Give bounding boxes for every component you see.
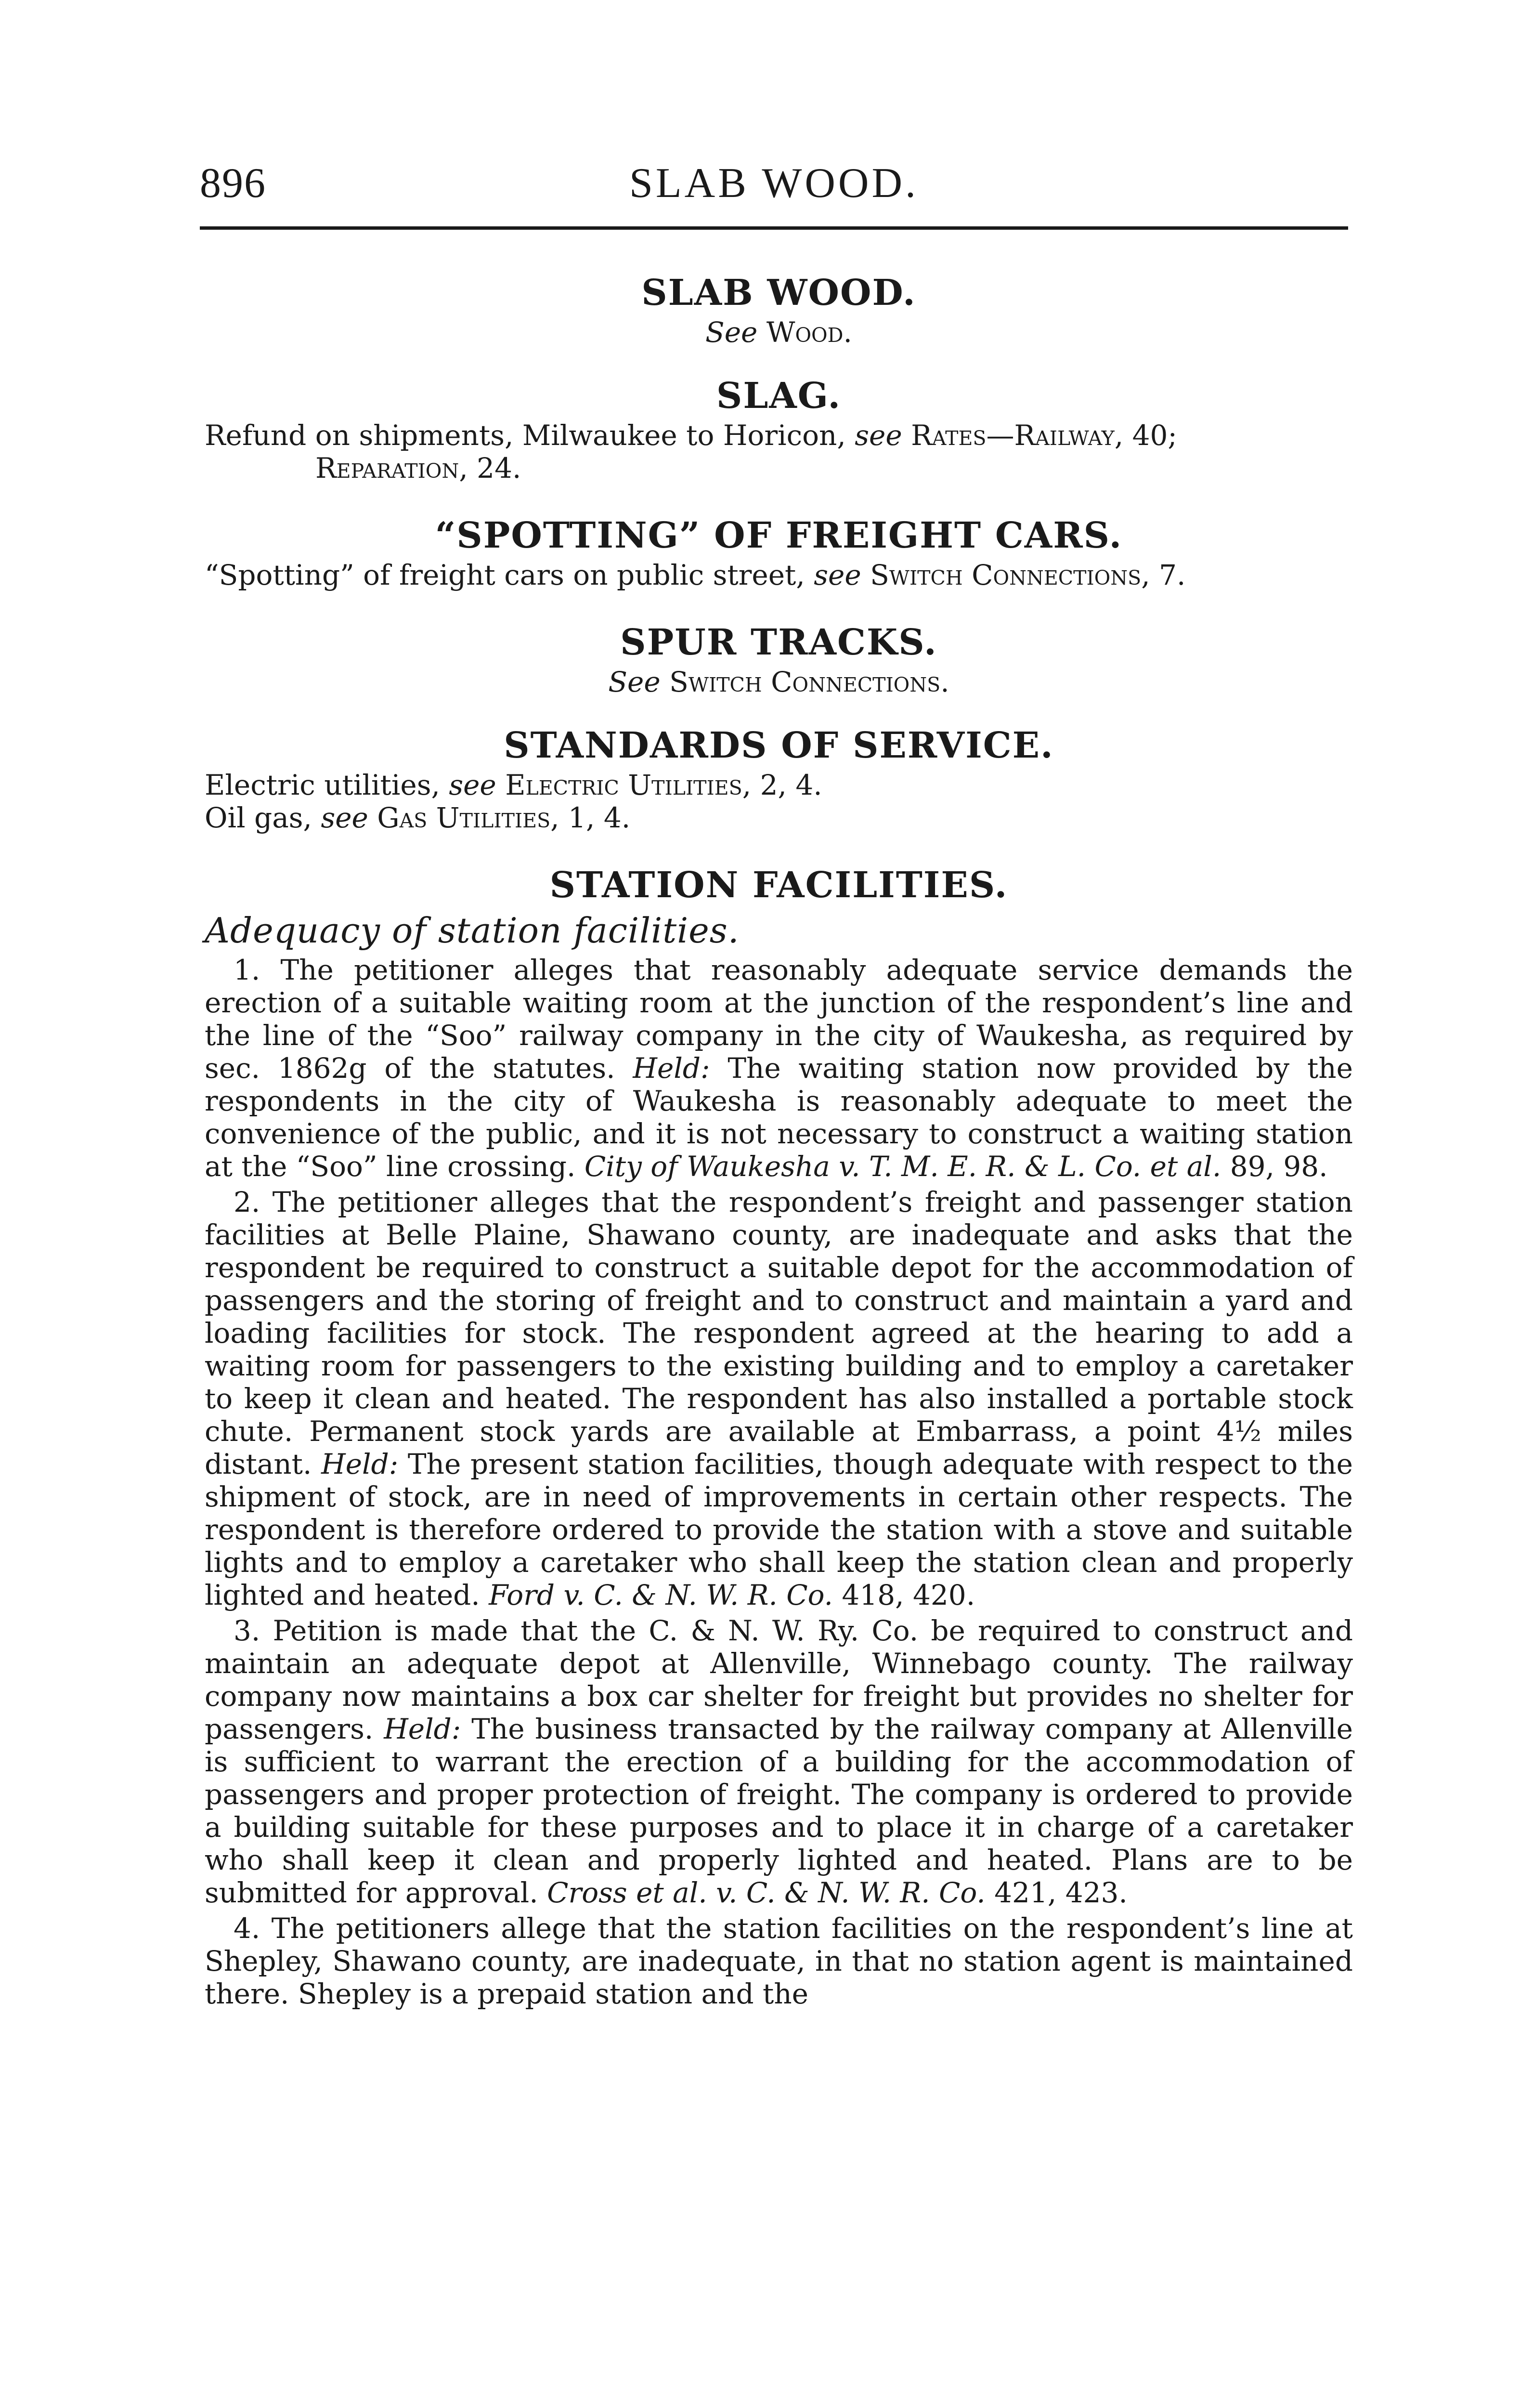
held-label: Held: <box>384 1713 461 1745</box>
cross-reference: Switch Connections. <box>669 666 949 698</box>
case-citation: Cross et al. v. C. & N. W. R. Co. <box>547 1876 986 1909</box>
slag-text: Refund on shipments, Milwaukee to Horicon, <box>205 419 855 452</box>
entry-heading-slag: SLAG. <box>716 375 842 417</box>
see-word: see <box>814 559 861 591</box>
cross-reference: Wood. <box>766 316 852 349</box>
paragraph-4 <box>205 1912 1353 2010</box>
paragraph-text: 2. The petitioner alleges that the respondent’s freight and passenger station facilities at Belle Plaine, Shawano county, are inadequate and asks that the respondent be required to construct a suitable depot for the accommodation of passengers and the storing of freight and to construct and maintain a yard and loading facilities for stock. The respondent agreed at the hearing to add a waiting room for passengers to the existing building and to employ a caretaker to keep it clean and heated. The respondent has also installed a portable stock chute. Permanent stock yards are available at Embarrass, a point 4½ miles distant. <box>205 1186 1353 1480</box>
see-word: See <box>608 666 661 698</box>
paragraph-3 <box>205 1614 1353 1909</box>
cross-reference: Reparation <box>315 452 459 484</box>
page-number: 896 <box>200 160 266 207</box>
entry-heading-slab-wood: SLAB WOOD. <box>641 272 916 314</box>
cross-reference: Switch Connections <box>870 559 1142 591</box>
citation-pages: 421, 423. <box>985 1876 1128 1909</box>
cross-reference: Gas Utilities <box>377 801 551 834</box>
spotting-line <box>205 559 1353 591</box>
see-word: see <box>449 769 496 801</box>
running-head <box>200 159 1348 226</box>
see-word: see <box>321 801 368 834</box>
paragraph-2 <box>205 1186 1353 1611</box>
standards-text: Electric utilities, <box>205 769 449 801</box>
running-title: SLAB WOOD. <box>629 160 919 207</box>
paragraph-text: 3. Petition is made that the C. & N. W. Ry. Co. be required to construct and maintain an adequate depot at Allenville, Winnebago county. The railway company now maintains a box car shelter for freight but provides no shelter for passengers. <box>205 1614 1353 1745</box>
see-reference-slab-wood <box>205 316 1353 349</box>
paragraph-text: The present station facilities, though adequate with respect to the shipment of stock, are in need of improvements in certain other respects. The respondent is therefore ordered to provide the station with a stove and suitable lights and to employ a caretaker who shall keep the station clean and properly lighted and heated. <box>205 1448 1353 1611</box>
standards-line-1 <box>205 769 1353 801</box>
reference-numbers: , 7. <box>1141 559 1186 591</box>
slag-line-2 <box>205 452 1353 484</box>
paragraph-text: The business transacted by the railway company at Allenville is sufficient to warrant the erection of a building for the accommodation of passengers and proper protection of freight. The company is ordered to provide a building suitable for these purposes and to place it in charge of a caretaker who shall keep it clean and properly lighted and heated. Plans are to be submitted for approval. <box>205 1713 1353 1909</box>
reference-numbers: , 1, 4. <box>550 801 631 834</box>
entry-heading-station-facilities: STATION FACILITIES. <box>549 864 1008 906</box>
cross-reference: Rates—Railway <box>911 419 1115 452</box>
case-citation: Ford v. C. & N. W. R. Co. <box>489 1579 833 1611</box>
subheading-adequacy: Adequacy of station facilities. <box>205 910 740 951</box>
see-word: see <box>855 419 902 452</box>
slag-line-1 <box>205 419 1353 452</box>
paragraph-1 <box>205 954 1353 1183</box>
entry-heading-standards-of-service: STANDARDS OF SERVICE. <box>504 725 1054 766</box>
paragraph-text: 1. The petitioner alleges that reasonably adequate service demands the erection of a suitable waiting room at the junction of the respondent’s line and the line of the “Soo” railway company in the city of Waukesha, as required by sec. 1862g of the statutes. <box>205 954 1353 1085</box>
reference-numbers: , 2, 4. <box>742 769 822 801</box>
case-citation: City of Waukesha v. T. M. E. R. & L. Co. et al. <box>584 1150 1221 1183</box>
paragraph-text: 4. The petitioners allege that the station facilities on the respondent’s line at Shepley, Shawano county, are inadequate, in that no station agent is maintained there. Shepley is a prepaid station and the <box>205 1912 1353 2010</box>
cross-reference: Electric Utilities <box>505 769 742 801</box>
held-label: Held: <box>633 1052 710 1085</box>
standards-line-2 <box>205 801 1353 834</box>
citation-pages: 89, 98. <box>1221 1150 1328 1183</box>
entry-heading-spur-tracks: SPUR TRACKS. <box>620 622 937 663</box>
reference-numbers: , 40; <box>1114 419 1177 452</box>
index-content <box>205 270 1353 2013</box>
header-rule <box>200 226 1348 230</box>
citation-pages: 418, 420. <box>832 1579 975 1611</box>
spotting-text: “Spotting” of freight cars on public street, <box>205 559 814 591</box>
paragraph-text: The waiting station now provided by the respondents in the city of Waukesha is reasonably adequate to meet the convenience of the public, and it is not necessary to construct a waiting station at the “Soo” line crossing. <box>205 1052 1353 1183</box>
standards-text: Oil gas, <box>205 801 321 834</box>
held-label: Held: <box>321 1448 399 1480</box>
see-word: See <box>705 316 758 349</box>
entry-heading-spotting: “SPOTTING” OF FREIGHT CARS. <box>435 515 1123 556</box>
reference-numbers: , 24. <box>459 452 521 484</box>
see-reference-spur-tracks <box>205 666 1353 698</box>
